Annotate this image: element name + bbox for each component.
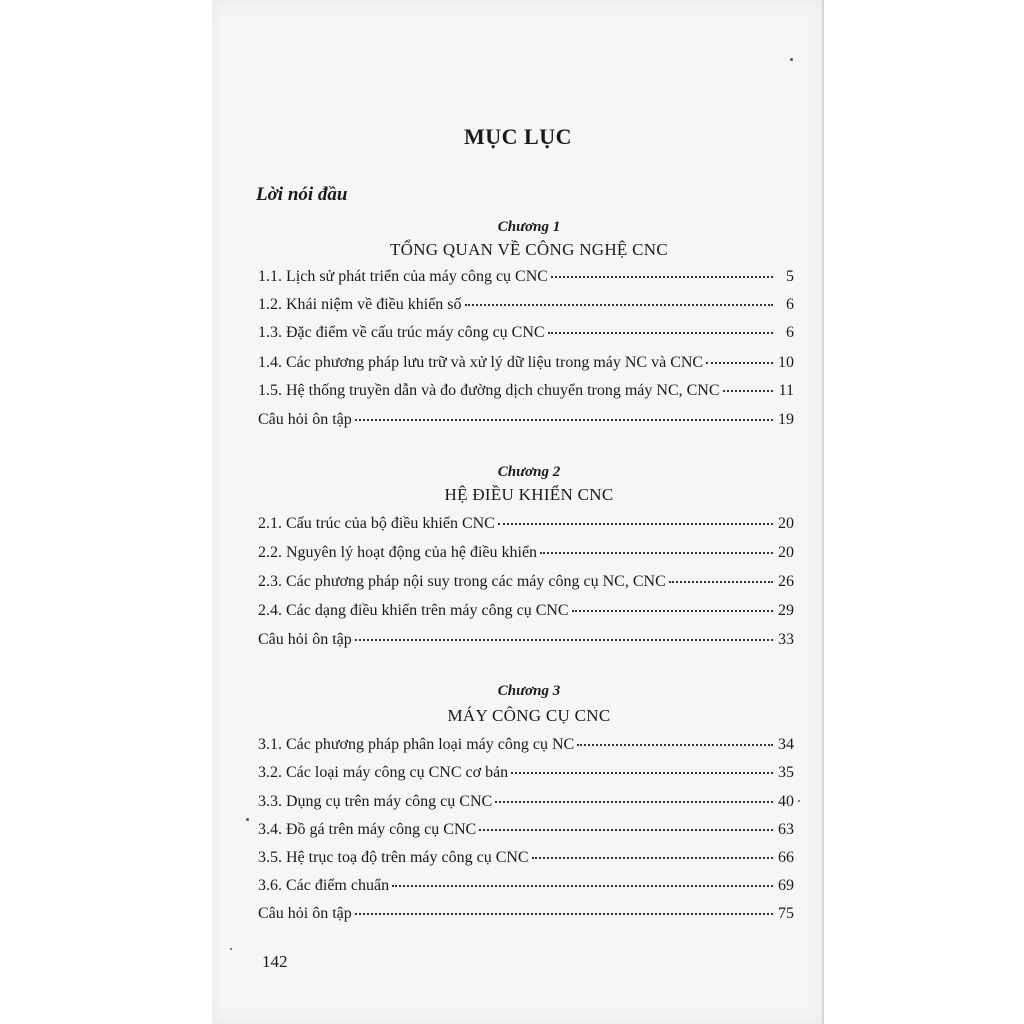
- toc-entry-page: 6: [786, 296, 794, 313]
- toc-entry-text: 1.1. Lịch sử phát triển của máy công cụ CNC: [258, 268, 548, 285]
- dot-leader: [355, 419, 773, 421]
- dot-leader: [577, 744, 773, 746]
- toc-entry-text: 1.2. Khái niệm về điều khiển số: [258, 296, 462, 313]
- toc-entry-text: 3.3. Dụng cụ trên máy công cụ CNC: [258, 793, 493, 810]
- toc-entry: [258, 295, 794, 315]
- toc-entry-text: 1.4. Các phương pháp lưu trữ và xử lý dữ liệu trong máy NC và CNC: [258, 354, 704, 371]
- chapter-2-title: HỆ ĐIỀU KHIỂN CNC: [444, 485, 614, 504]
- dot-leader: [479, 829, 773, 831]
- toc-entry: [258, 904, 794, 924]
- dot-leader: [498, 523, 773, 525]
- toc-entry-page: 20: [778, 515, 794, 532]
- dot-leader: [532, 857, 773, 859]
- book-page: [212, 0, 824, 1024]
- dot-leader: [355, 639, 773, 641]
- toc-entry-text: 1.3. Đặc điểm về cấu trúc máy công cụ CNC: [258, 324, 545, 341]
- toc-entry-text: 2.4. Các dạng điều khiển trên máy công cụ CNC: [258, 602, 569, 619]
- toc-entry-page: 6: [786, 324, 794, 341]
- toc-entry: [258, 792, 794, 812]
- preface-heading: Lời nói đầu: [256, 184, 348, 205]
- toc-entry-text: 3.5. Hệ trục toạ độ trên máy công cụ CNC: [258, 849, 529, 866]
- toc-entry: [258, 735, 794, 755]
- scan-speck: [790, 58, 793, 61]
- toc-entry-text: 1.5. Hệ thống truyền dẫn và đo đường dịch chuyển trong máy NC, CNC: [258, 382, 720, 399]
- dot-leader: [551, 276, 773, 278]
- chapter-1-label: Chương 1: [497, 219, 561, 235]
- toc-entry: [258, 267, 794, 287]
- toc-entry-text: Câu hỏi ôn tập: [258, 411, 352, 428]
- toc-entry-page: 34: [778, 736, 794, 753]
- chapter-3-title: MÁY CÔNG CỤ CNC: [447, 706, 611, 725]
- toc-entry-text: 3.6. Các điểm chuẩn: [258, 877, 390, 894]
- chapter-3-label: Chương 3: [497, 683, 561, 699]
- toc-entry: [258, 381, 794, 401]
- toc-entry-text: Câu hỏi ôn tập: [258, 905, 352, 922]
- toc-entry-page: 26: [778, 573, 794, 590]
- page-title: MỤC LỤC: [464, 124, 572, 149]
- toc-entry: [258, 353, 794, 373]
- dot-leader: [723, 390, 773, 392]
- toc-entry: [258, 763, 794, 783]
- dot-leader: [465, 304, 773, 306]
- dot-leader: [669, 581, 773, 583]
- toc-entry: [258, 876, 794, 896]
- toc-entry-page: 33: [778, 631, 794, 648]
- toc-entry: [258, 820, 794, 840]
- chapter-1-title: TỔNG QUAN VỀ CÔNG NGHỆ CNC: [389, 240, 669, 259]
- scan-speck: [246, 818, 249, 821]
- toc-entry-page: 63: [778, 821, 794, 838]
- toc-entry-text: 2.2. Nguyên lý hoạt động của hệ điều khiển: [258, 544, 538, 561]
- toc-entry-page: 66: [778, 849, 794, 866]
- toc-entry: [258, 514, 794, 534]
- toc-entry: [258, 572, 794, 592]
- toc-entry: [258, 410, 794, 430]
- toc-entry: [258, 323, 794, 343]
- toc-entry-page: 11: [778, 382, 794, 399]
- toc-entry: [258, 630, 794, 650]
- page-number: 142: [262, 952, 288, 971]
- toc-entry-page: 35: [778, 764, 794, 781]
- toc-entry-page: 20: [778, 544, 794, 561]
- dot-leader: [495, 801, 773, 803]
- scan-speck: [798, 800, 800, 802]
- toc-entry-text: 3.4. Đồ gá trên máy công cụ CNC: [258, 821, 477, 838]
- toc-entry-text: 3.1. Các phương pháp phân loại máy công cụ NC: [258, 736, 575, 753]
- toc-entry: [258, 848, 794, 868]
- toc-entry-text: 3.2. Các loại máy công cụ CNC cơ bản: [258, 764, 509, 781]
- dot-leader: [355, 913, 773, 915]
- toc-entry-page: 29: [778, 602, 794, 619]
- toc-entry: [258, 601, 794, 621]
- dot-leader: [511, 772, 773, 774]
- toc-entry-text: 2.1. Cấu trúc của bộ điều khiển CNC: [258, 515, 495, 532]
- toc-entry-page: 75: [778, 905, 794, 922]
- dot-leader: [392, 885, 773, 887]
- chapter-2-label: Chương 2: [497, 464, 561, 480]
- toc-entry-text: Câu hỏi ôn tập: [258, 631, 352, 648]
- toc-entry-page: 69: [778, 877, 794, 894]
- page-edge: [822, 0, 824, 1024]
- toc-entry-page: 5: [786, 268, 794, 285]
- toc-entry-page: 19: [778, 411, 794, 428]
- dot-leader: [548, 332, 773, 334]
- toc-entry-text: 2.3. Các phương pháp nội suy trong các máy công cụ NC, CNC: [258, 573, 666, 590]
- toc-entry: [258, 543, 794, 563]
- scan-speck: [230, 948, 232, 950]
- dot-leader: [572, 610, 773, 612]
- toc-entry-page: 10: [778, 354, 794, 371]
- dot-leader: [540, 552, 773, 554]
- toc-entry-page: 40: [778, 793, 794, 810]
- dot-leader: [706, 362, 773, 364]
